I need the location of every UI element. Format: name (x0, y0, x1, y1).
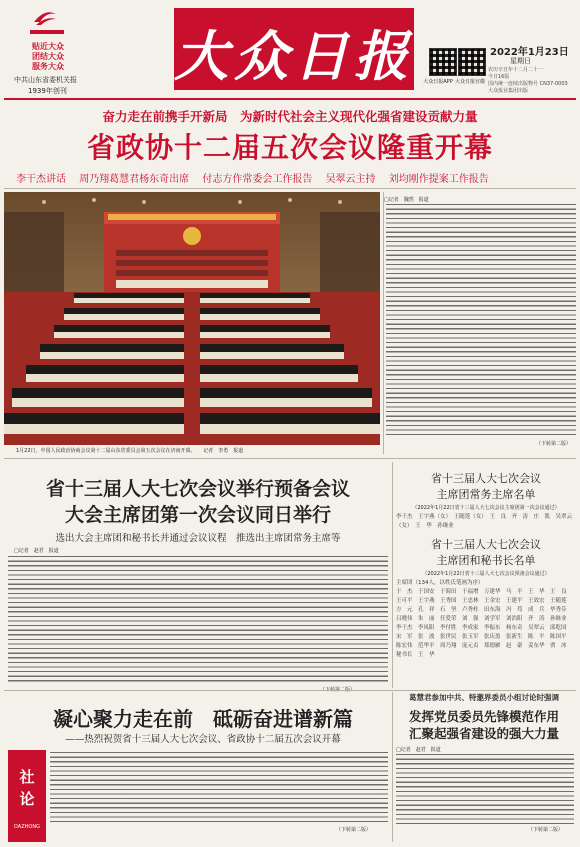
lead-continued: （下转第二版） (536, 441, 572, 447)
issue-meta-1: 农历辛丑年十二月二十一 (488, 67, 544, 73)
lead-body-text (386, 204, 576, 438)
editorial-subhead: ——热烈祝贺省十三届人大七次会议、省政协十二届五次会议开幕 (65, 734, 341, 745)
lead-kicker: 奋力走在前携手开新局 为新时代社会主义现代化强省建设贡献力量 (102, 109, 478, 124)
editorial-badge-icon (8, 750, 46, 842)
founded-year: 1939年创刊 (28, 87, 67, 95)
newspaper-org: 中共山东省委机关报 (14, 76, 77, 84)
list2-row: 李干杰 李凤阳 李付胜 李成家 李振东 杨东奇 吴翠云 邱乾国 (396, 625, 567, 631)
speaker-1: 李干杰讲话 (16, 174, 66, 185)
photo-caption (16, 447, 386, 454)
issue-meta-3: 国内统一连续出版物号 CN37-0003 (488, 81, 568, 87)
story2-subhead: 选出大会主席团和秘书长并通过会议议程 推选出主席团常务主席等 (55, 533, 341, 544)
newspaper-title: 大众日报 (174, 24, 414, 88)
qr-caption-app: 大众日报APP (423, 79, 453, 85)
story4-byline: □记者 赵君 报道 (396, 747, 441, 753)
speaker-5: 刘均刚作提案工作报告 (388, 174, 489, 185)
editorial-badge-brand: DAZHONG (14, 824, 40, 830)
list2-row: 方 元 孔 祥 石 坚 卢秀柱 田东海 冯 苟 成 兵 毕秀芬 (396, 607, 567, 613)
list2-row: 陈宏伟 范华平 周乃翔 庞元贞 郑德雁 赵 豪 姜东华 贾 冰 (396, 643, 567, 649)
wechat-qr-code-icon (458, 48, 486, 76)
list2-note: （2022年1月22日省十三届人大七次会议预备会议通过） (422, 571, 550, 577)
list2-row: 主席团（134人，以姓氏笔画为序） (396, 580, 484, 586)
editorial-badge-char-1: 社 (19, 768, 35, 786)
story4-continued: （下转第二版） (528, 827, 564, 833)
motto-line-1: 贴近大众 (32, 42, 64, 51)
editorial-continued: （下转第二版） (336, 827, 372, 833)
logo-underline (30, 30, 64, 34)
speaker-3: 付志方作常委会工作报告 (202, 174, 313, 185)
list2-row: 王可平 王宇燕 王秀国 王忠林 王金宏 王建平 王效宏 王随莲 (396, 598, 567, 604)
list1-title-1: 省十三届人大七次会议 (431, 472, 541, 485)
story2-body-text (8, 556, 388, 684)
story4-headline-1: 发挥党员委员先锋模范作用 (408, 709, 559, 724)
column-divider (383, 192, 384, 454)
story2-headline-1: 省十三届人大七次会议举行预备会议 (45, 478, 350, 500)
app-qr-code-icon (429, 48, 457, 76)
issue-date: 2022年1月23日 (490, 47, 569, 58)
list2-title-1: 省十三届人大七次会议 (431, 538, 541, 551)
story4-kicker: 葛慧君参加中共、特邀界委员小组讨论时强调 (409, 693, 559, 702)
column-divider-2 (392, 462, 393, 688)
story4-headline-2: 汇聚起强省建设的强大力量 (408, 726, 559, 741)
list2-row: 于 杰 于国安 于海田 于福增 万建华 马 平 王 华 王 良 (396, 589, 567, 595)
qr-caption-wechat: 大众日报官微 (454, 79, 485, 85)
issue-meta-4: 大众报业集团出版 (488, 88, 529, 94)
list2-title-2: 主席团和秘书长名单 (436, 554, 536, 567)
assembly-hall-photo (4, 192, 380, 445)
editorial-badge-char-2: 论 (19, 790, 35, 808)
section-rule-2 (4, 690, 576, 691)
list2-row: 吕晓伟 朱 丽 任爱荣 刘 强 刘学军 刘浩阳 齐 涛 孙继业 (396, 616, 567, 622)
masthead-rule (4, 98, 576, 100)
issue-meta-2: 今日16版 (488, 74, 510, 80)
lead-byline: □记者 魏然 报道 (384, 197, 429, 203)
story4-body-text (396, 754, 574, 824)
lead-speakers-line (16, 170, 564, 185)
editorial-headline: 凝心聚力走在前 砥砺奋进谱新篇 (53, 707, 353, 731)
list2-row: 秘书长 王 华 (396, 652, 435, 658)
motto-line-2: 团结大众 (32, 52, 64, 61)
speaker-4: 吴翠云主持 (325, 174, 376, 185)
newspaper-logo-icon (32, 8, 58, 28)
list1-note: （2022年1月22日省十三届人大七次会议主席团第一次会议通过） (412, 505, 560, 511)
motto-line-3: 服务大众 (32, 62, 64, 71)
list1-names: 李干杰 王宇燕（女） 王随莲（女） 王 良 齐 涛 庄 凯 吴翠云（女） 王 华 孙继业 (396, 514, 573, 529)
issue-weekday: 星期日 (510, 57, 531, 65)
lead-rule (4, 188, 576, 189)
list1-title-2: 主席团常务主席名单 (436, 488, 536, 501)
section-rule-1 (4, 458, 576, 459)
list2-row: 宋 军 张 波 张世民 张玉军 张庆盈 张新生 陈 平 陈国平 (396, 634, 567, 640)
list2-names (396, 579, 576, 660)
editorial-body-text (50, 752, 388, 824)
lead-headline: 省政协十二届五次会议隆重开幕 (86, 131, 493, 164)
photo-caption-text: 1月22日，中国人民政治协商会议第十二届山东省委员会第五次会议在济南开幕。 (16, 448, 196, 454)
story2-byline: □记者 赵君 报道 (14, 548, 59, 554)
story2-headline-2: 大会主席团第一次会议同日举行 (64, 504, 331, 526)
speaker-2: 周乃翔葛慧君杨东奇出席 (79, 174, 190, 185)
photo-credit: 记者 李勇 报道 (203, 448, 244, 454)
